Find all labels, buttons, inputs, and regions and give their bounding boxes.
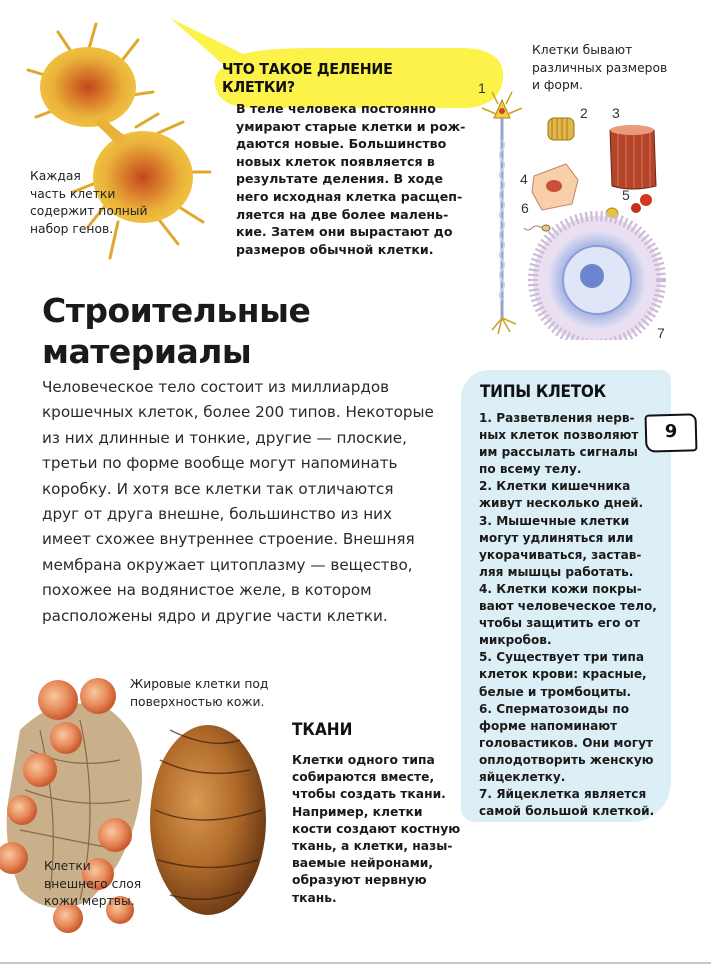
title-line: Строительные	[42, 291, 311, 330]
text-line: чтобы создать ткани.	[292, 787, 446, 802]
text-line: умирают старые клетки и рож-	[236, 118, 466, 134]
text-line: часть клетки	[30, 186, 116, 201]
body-paragraph	[42, 375, 442, 629]
division-question-title: ЧТО ТАКОЕ ДЕЛЕНИЕ КЛЕТКИ?	[222, 60, 393, 96]
page-title	[42, 290, 372, 372]
tissues-paragraph	[292, 752, 467, 907]
text-line: друг от друга внешне, большинство из них	[42, 505, 393, 524]
text-line: ткань.	[292, 890, 337, 905]
cell-number-1: 1	[478, 80, 486, 96]
text-line: расположены ядро и другие части клетки.	[42, 606, 388, 625]
text-line: кие. Затем они вырастают до	[236, 224, 453, 240]
text-line: Каждая	[30, 169, 81, 183]
text-line: Клетки	[44, 859, 91, 873]
cell-number-3: 3	[612, 105, 620, 121]
title-line: материалы	[42, 332, 252, 371]
list-line: клеток крови: красные,	[479, 667, 647, 682]
list-line: по всему телу.	[479, 462, 582, 477]
division-paragraph	[236, 100, 466, 258]
text-line: коробку. И хотя все клетки так отличаются	[42, 479, 394, 498]
cell-number-7: 7	[657, 325, 665, 341]
text-line: и форм.	[532, 78, 583, 92]
text-line: даются новые. Большинство	[236, 136, 447, 152]
text-line: новых клеток появляется в	[236, 153, 435, 169]
text-line: размеров обычной клетки.	[236, 241, 434, 257]
egg-cell-icon	[533, 216, 661, 340]
list-line: могут удлиняться или	[479, 530, 634, 545]
list-line: оплодотворить женскую	[479, 752, 654, 767]
text-line: мембрана окружает цитоплазму — вещество,	[42, 555, 413, 574]
cell-number-4: 4	[520, 171, 528, 187]
tissues-title: ТКАНИ	[292, 720, 353, 740]
list-line: ляя мышцы работать.	[479, 564, 634, 579]
text-line: Клетки бывают	[532, 43, 633, 57]
list-line: 6. Сперматозоиды по	[479, 701, 630, 716]
intestine-cell-icon	[548, 118, 574, 140]
text-line: Жировые клетки под	[130, 677, 269, 691]
text-line: собираются вместе,	[292, 770, 435, 785]
text-line: из них длинные и тонкие, другие — плоские,	[42, 428, 407, 447]
cell-types-title: ТИПЫ КЛЕТОК	[480, 382, 606, 402]
text-line: кожи мертвы.	[44, 894, 135, 908]
page-number: 9	[664, 421, 678, 442]
list-line: ных клеток позволяют	[479, 428, 639, 443]
list-line: 3. Мышечные клетки	[479, 513, 630, 528]
text-line: Например, клетки	[292, 804, 423, 819]
list-line: головастиков. Они могут	[479, 735, 653, 750]
list-line: 4. Клетки кожи покры-	[479, 581, 642, 596]
list-line: 1. Разветвления нерв-	[479, 411, 635, 425]
list-line: микробов.	[479, 633, 552, 648]
fat-cells-caption	[130, 676, 280, 711]
text-line: кости создают костную	[292, 821, 461, 836]
text-line: внешнего слоя	[44, 876, 142, 891]
sperm-cell-icon	[524, 225, 550, 231]
list-line: чтобы защитить его от	[479, 616, 640, 631]
text-line: похожее на водянистое желе, в котором	[42, 581, 372, 600]
list-line: живут несколько дней.	[479, 496, 644, 511]
text-line: имеет схожее внутреннее строение. Внешняя	[42, 530, 415, 549]
text-line: Человеческое тело состоит из миллиардов	[42, 378, 390, 396]
cell-types-illustration	[462, 80, 682, 340]
text-line: В теле человека постоянно	[236, 101, 436, 116]
list-line: белые и тромбоциты.	[479, 684, 632, 699]
cell-number-2: 2	[580, 105, 588, 121]
text-line: ляется на две более малень-	[236, 206, 449, 222]
cell-number-6: 6	[521, 200, 529, 216]
list-line: самой большой клеткой.	[479, 804, 655, 819]
text-line: Клетки одного типа	[292, 753, 435, 767]
text-line: поверхностью кожи.	[130, 694, 265, 709]
cell-number-5: 5	[622, 187, 630, 203]
text-line: третьи по форме вообще могут напоминать	[42, 454, 398, 473]
text-line: ваемые нейронами,	[292, 856, 434, 871]
text-line: результате деления. В ходе	[236, 171, 444, 187]
text-line: ткань, а клетки, назы-	[292, 839, 453, 854]
list-line: форме напоминают	[479, 718, 618, 733]
bottom-divider	[0, 962, 711, 964]
skin-cell-icon	[532, 164, 578, 210]
list-line: 5. Существует три типа	[479, 650, 645, 665]
neuron-icon	[482, 92, 522, 334]
genes-caption	[30, 168, 150, 238]
dead-cells-caption	[44, 858, 154, 911]
list-line: укорачиваться, застав-	[479, 547, 642, 562]
list-line: 7. Яйцеклетка является	[479, 787, 647, 802]
list-line: 2. Клетки кишечника	[479, 479, 631, 494]
text-line: различных размеров	[532, 60, 668, 75]
text-line: набор генов.	[30, 221, 114, 236]
text-line: содержит полный	[30, 204, 148, 218]
muscle-cell-icon	[610, 125, 656, 189]
cell-types-list	[479, 410, 665, 820]
text-line: образуют нервную	[292, 873, 427, 888]
list-line: вают человеческое тело,	[479, 599, 657, 614]
list-line: им рассылать сигналы	[479, 445, 638, 460]
text-line: крошечных клеток, более 200 типов. Некоторые	[42, 403, 434, 422]
list-line: яйцеклетку.	[479, 769, 566, 784]
text-line: него исходная клетка расщеп-	[236, 188, 463, 204]
